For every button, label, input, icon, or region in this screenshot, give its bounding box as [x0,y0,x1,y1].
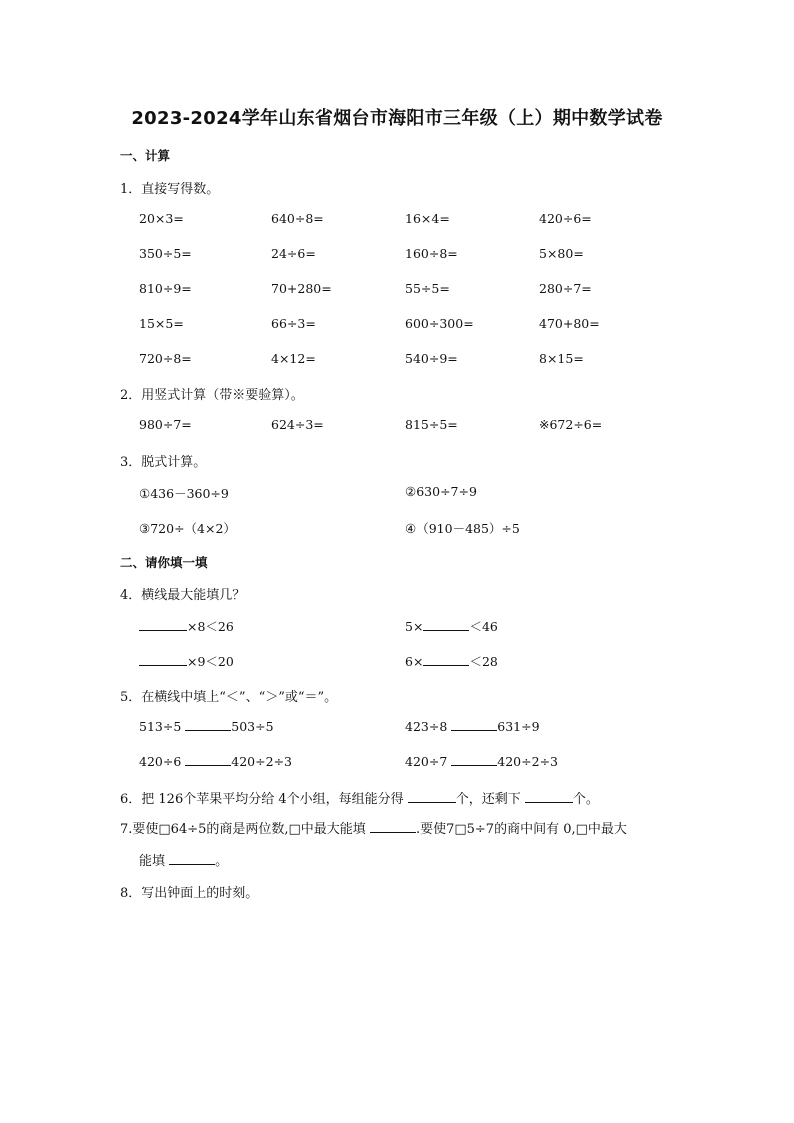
q3-item: ④（910－485）÷5 [405,521,520,536]
q4-item-b: 5× ＜46 [405,619,498,634]
q1-cell: 470+80= [539,316,600,331]
answer-blank[interactable] [185,719,231,731]
q4-item-a: ×8＜26 [139,617,234,635]
section-heading-fill-in: 二、请你填一填 [120,555,208,570]
answer-blank[interactable] [451,754,497,766]
q1-cell: 280÷7= [539,281,592,296]
answer-blank[interactable] [408,791,456,803]
answer-blank[interactable] [451,719,497,731]
question-8-stem: 8．写出钟面上的时刻。 [120,886,259,901]
q2-item: ※672÷6= [539,417,603,432]
question-1-stem: 1．直接写得数。 [120,182,220,197]
question-3-stem: 3．脱式计算。 [120,455,207,470]
q1-cell: 5×80= [539,246,584,261]
q1-cell: 810÷9= [139,281,192,296]
q1-cell: 540÷9= [405,351,458,366]
question-7-continued: 能填 。 [139,854,229,869]
section-heading-calculation: 一、计算 [120,148,171,163]
question-5-stem: 5．在横线中填上“＜”、“＞”或“＝”。 [120,690,338,705]
page-title: 2023-2024学年山东省烟台市海阳市三年级（上）期中数学试卷 [131,108,663,129]
q1-cell: 600÷300= [405,316,474,331]
q1-cell: 4×12= [271,351,316,366]
q4-item-d: 6× ＜28 [405,654,498,669]
q3-item: ①436－360÷9 [139,486,229,501]
answer-blank[interactable] [370,821,416,833]
q1-cell: 720÷8= [139,351,192,366]
answer-blank[interactable] [423,619,469,631]
answer-blank[interactable] [139,619,187,631]
q1-cell: 350÷5= [139,246,192,261]
q3-item: ③720÷（4×2） [139,521,236,536]
question-2-stem: 2．用竖式计算（带※要验算）。 [120,388,304,403]
q3-item: ②630÷7÷9 [405,484,477,499]
q1-cell: 420÷6= [539,211,592,226]
q1-cell: 15×5= [139,316,184,331]
q1-cell: 160÷8= [405,246,458,261]
answer-blank[interactable] [525,791,573,803]
q2-item: 980÷7= [139,417,192,432]
q1-cell: 20×3= [139,211,184,226]
question-4-stem: 4．横线最大能填几？ [120,588,246,603]
q4-item-c: ×9＜20 [139,652,234,670]
answer-blank[interactable] [139,654,187,666]
q1-cell: 8×15= [539,351,584,366]
q1-cell: 70+280= [271,281,332,296]
answer-blank[interactable] [185,754,231,766]
answer-blank[interactable] [169,853,215,865]
q1-cell: 66÷3= [271,316,316,331]
q2-item: 624÷3= [271,417,324,432]
q1-cell: 55÷5= [405,281,450,296]
q2-item: 815÷5= [405,417,458,432]
q1-cell: 24÷6= [271,246,316,261]
question-6: 6．把 126个苹果平均分给 4个小组，每组能分得 个，还剩下 个。 [120,792,599,807]
question-7: 7.要使□64÷5的商是两位数,□中最大能填 .要使7□5÷7的商中间有 0,□中最大 [120,822,627,837]
q5-item-b: 423÷8 631÷9 [405,719,540,734]
answer-blank[interactable] [423,654,469,666]
q1-cell: 640÷8= [271,211,324,226]
q1-cell: 16×4= [405,211,450,226]
q5-item-a: 513÷5 503÷5 [139,719,274,734]
q5-item-c: 420÷6 420÷2÷3 [139,754,292,769]
q5-item-d: 420÷7 420÷2÷3 [405,754,558,769]
